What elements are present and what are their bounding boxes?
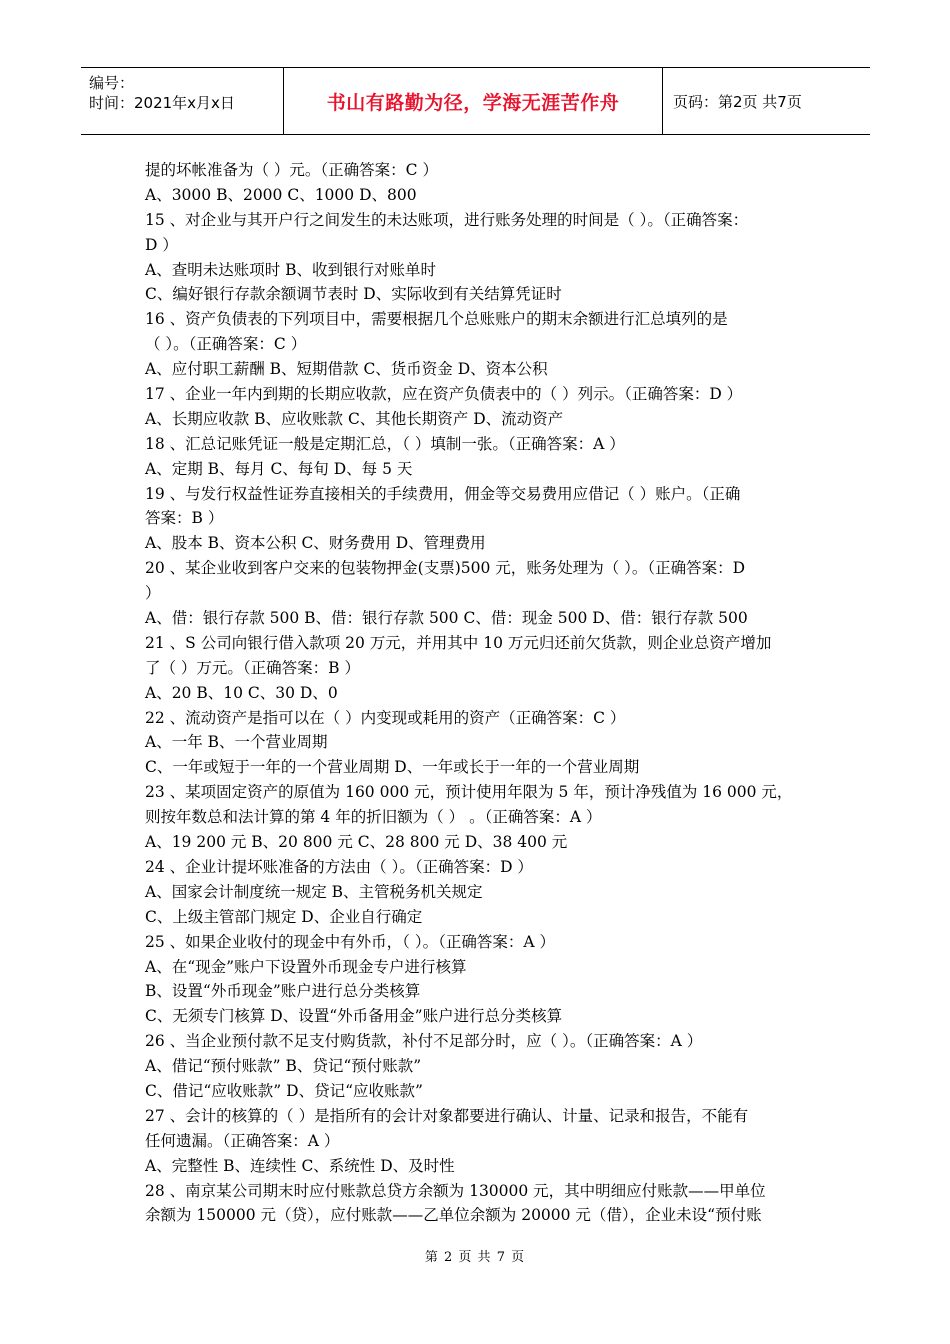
question-text-body <box>145 158 817 1228</box>
text-line: 24 、企业计提坏账准备的方法由（ ）。（正确答案：D ） <box>145 857 533 876</box>
text-line: A、20 B、10 C、30 D、0 <box>145 683 338 702</box>
header-table <box>81 67 870 135</box>
text-line: 16 、资产负债表的下列项目中，需要根据几个总账账户的期末余额进行汇总填列的是 <box>145 310 728 329</box>
text-line: C、上级主管部门规定 D、企业自行确定 <box>145 907 423 926</box>
text-line: A、股本 B、资本公积 C、财务费用 D、管理费用 <box>145 534 486 553</box>
motto-text: 书山有路勤为径，学海无涯苦作舟 <box>326 91 620 114</box>
text-line: 了（ ）万元。（正确答案：B ） <box>145 658 360 677</box>
text-line: A、3000 B、2000 C、1000 D、800 <box>145 185 417 204</box>
header-info-cell <box>81 68 283 134</box>
text-line: D ） <box>145 235 178 254</box>
serial-label: 编号： <box>89 74 135 92</box>
text-line: 23 、某项固定资产的原值为 160 000 元，预计使用年限为 5 年，预计净残值为 16 000 元， <box>145 783 793 802</box>
text-line: 18 、汇总记账凭证一般是定期汇总，（ ）填制一张。（正确答案：A ） <box>145 434 625 453</box>
text-line: C、编好银行存款余额调节表时 D、实际收到有关结算凭证时 <box>145 285 562 304</box>
page-footer: 第 2 页 共 7 页 <box>424 1250 526 1265</box>
header-page-cell <box>663 68 870 134</box>
text-line: C、借记“应收账款” D、贷记“应收账款” <box>145 1081 423 1100</box>
text-line: A、19 200 元 B、20 800 元 C、28 800 元 D、38 400 元 <box>145 833 568 852</box>
text-line: 答案：B ） <box>145 509 224 528</box>
text-line: A、借：银行存款 500 B、借：银行存款 500 C、借：现金 500 D、借：银行存款 500 <box>145 609 748 628</box>
text-line: A、借记“预付账款” B、贷记“预付账款” <box>145 1057 422 1076</box>
text-line: 任何遗漏。（正确答案：A ） <box>145 1131 340 1150</box>
text-line: （ ）。（正确答案：C ） <box>145 335 307 354</box>
text-line: 提的坏帐准备为（ ）元。（正确答案：C ） <box>145 161 438 179</box>
text-line: A、定期 B、每月 C、每旬 D、每 5 天 <box>145 459 413 478</box>
text-line: 19 、与发行权益性证券直接相关的手续费用，佣金等交易费用应借记（ ）账户。（正确 <box>145 484 741 503</box>
text-line: A、完整性 B、连续性 C、系统性 D、及时性 <box>145 1156 455 1175</box>
text-line: 27 、会计的核算的（ ）是指所有的会计对象都要进行确认、计量、记录和报告，不能有 <box>145 1106 749 1125</box>
text-line: A、查明未达账项时 B、收到银行对账单时 <box>145 260 437 279</box>
text-line: ） <box>145 584 161 603</box>
text-line: A、应付职工薪酬 B、短期借款 C、货币资金 D、资本公积 <box>145 360 548 379</box>
text-line: 20 、某企业收到客户交来的包装物押金(支票)500 元，账务处理为（ ）。（正确答案：D <box>145 559 746 578</box>
text-line: 15 、对企业与其开户行之间发生的未达账项，进行账务处理的时间是（ ）。（正确答案： <box>145 210 749 229</box>
text-line: A、在“现金”账户下设置外币现金专户进行核算 <box>145 957 467 976</box>
text-line: 余额为 150000 元（贷），应付账款——乙单位余额为 20000 元（借），企业未设“预付账 <box>145 1206 762 1225</box>
text-line: 26 、当企业预付款不足支付购货款，补付不足部分时，应（ ）。（正确答案：A ） <box>145 1032 703 1051</box>
text-line: 17 、企业一年内到期的长期应收款，应在资产负债表中的（ ）列示。（正确答案：D ） <box>145 385 743 404</box>
text-line: C、一年或短于一年的一个营业周期 D、一年或长于一年的一个营业周期 <box>145 758 640 777</box>
text-line: 25 、如果企业收付的现金中有外币，（ ）。（正确答案：A ） <box>145 932 555 951</box>
text-line: 21 、S 公司向银行借入款项 20 万元，并用其中 10 万元归还前欠货款，则企业总资产增加 <box>145 633 772 652</box>
text-line: A、国家会计制度统一规定 B、主管税务机关规定 <box>145 882 483 901</box>
date-line: 时间：2021年x月x日 <box>89 94 235 112</box>
text-line: A、一年 B、一个营业周期 <box>145 733 328 752</box>
text-line: A、长期应收款 B、应收账款 C、其他长期资产 D、流动资产 <box>145 409 564 428</box>
text-line: 28 、南京某公司期末时应付账款总贷方余额为 130000 元，其中明细应付账款——甲单位 <box>145 1181 766 1200</box>
header-motto-cell <box>283 68 663 134</box>
page-code: 页码：第2页 共7页 <box>673 92 802 111</box>
text-line: B、设置“外币现金”账户进行总分类核算 <box>145 982 421 1001</box>
text-line: 则按年数总和法计算的第 4 年的折旧额为（ ） 。（正确答案：A ） <box>145 808 602 827</box>
text-line: 22 、流动资产是指可以在（ ）内变现或耗用的资产（正确答案：C ） <box>145 708 626 727</box>
text-line: C、无须专门核算 D、设置“外币备用金”账户进行总分类核算 <box>145 1007 563 1026</box>
